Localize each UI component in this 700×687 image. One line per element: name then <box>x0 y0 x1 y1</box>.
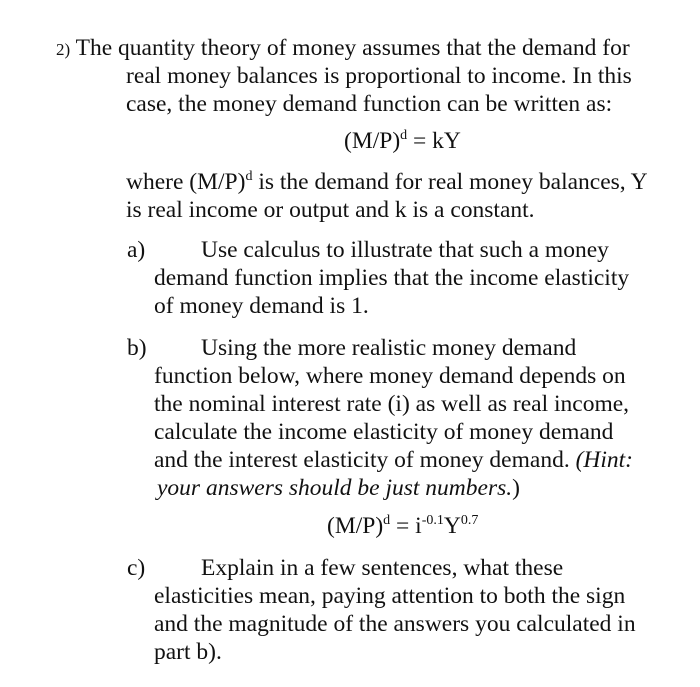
eq2-i: = i <box>390 513 422 539</box>
eq2-y-exponent: 0.7 <box>460 513 479 528</box>
eq1-lhs: (M/P) <box>344 128 401 154</box>
part-b-label: b) <box>127 335 147 361</box>
part-b-line-6 <box>157 474 520 502</box>
intro-text-3: case, the money demand function can be written as: <box>126 91 613 117</box>
where-pre: where (M/P) <box>126 169 246 195</box>
intro-text-1: The quantity theory of money assumes that the demand for <box>75 35 630 61</box>
part-b-line-4: calculate the income elasticity of money demand <box>154 419 614 445</box>
eq2-i-exponent: -0.1 <box>421 513 444 528</box>
part-c-line-1: Explain in a few sentences, what these <box>201 555 564 581</box>
intro-text-2: real money balances is proportional to income. In this <box>126 63 632 89</box>
where-post: is the demand for real money balances, Y <box>252 169 648 195</box>
part-a-line-2: demand function implies that the income elasticity <box>154 265 630 291</box>
part-b-line-3: the nominal interest rate (i) as well as real income, <box>154 391 630 417</box>
part-a-line-3: of money demand is 1. <box>154 293 369 319</box>
part-b-line-1: Using the more realistic money demand <box>201 335 577 361</box>
where-line-2: is real income or output and k is a constant. <box>126 197 535 223</box>
part-a-line-1: Use calculus to illustrate that such a money <box>201 237 609 263</box>
where-superscript: d <box>245 169 253 184</box>
question-line-1 <box>56 34 630 64</box>
eq2-y: Y <box>443 513 461 539</box>
hint-label: (Hint: <box>575 447 634 473</box>
part-b-line-5 <box>154 446 633 474</box>
part-c-line-4: part b). <box>154 639 222 665</box>
eq1-rhs: = kY <box>407 128 461 154</box>
equation-realistic-money-demand <box>327 512 478 544</box>
part-a-label: a) <box>127 237 146 263</box>
part-c-line-3: and the magnitude of the answers you calculated in <box>154 611 636 637</box>
eq2-lhs: (M/P) <box>327 513 384 539</box>
equation-quantity-theory <box>344 127 461 159</box>
question-number: 2) <box>56 40 71 59</box>
hint-text: your answers should be just numbers. <box>157 475 513 501</box>
part-b-line-2: function below, where money demand depends on <box>154 363 626 389</box>
hint-close: ) <box>512 475 520 501</box>
eq1-lhs-superscript: d <box>400 128 408 143</box>
eq2-lhs-superscript: d <box>383 513 391 528</box>
part-c-label: c) <box>127 555 146 581</box>
part-c-line-2: elasticities mean, paying attention to both the sign <box>154 583 626 609</box>
part-b-line-5-text: and the interest elasticity of money demand. <box>154 447 576 473</box>
